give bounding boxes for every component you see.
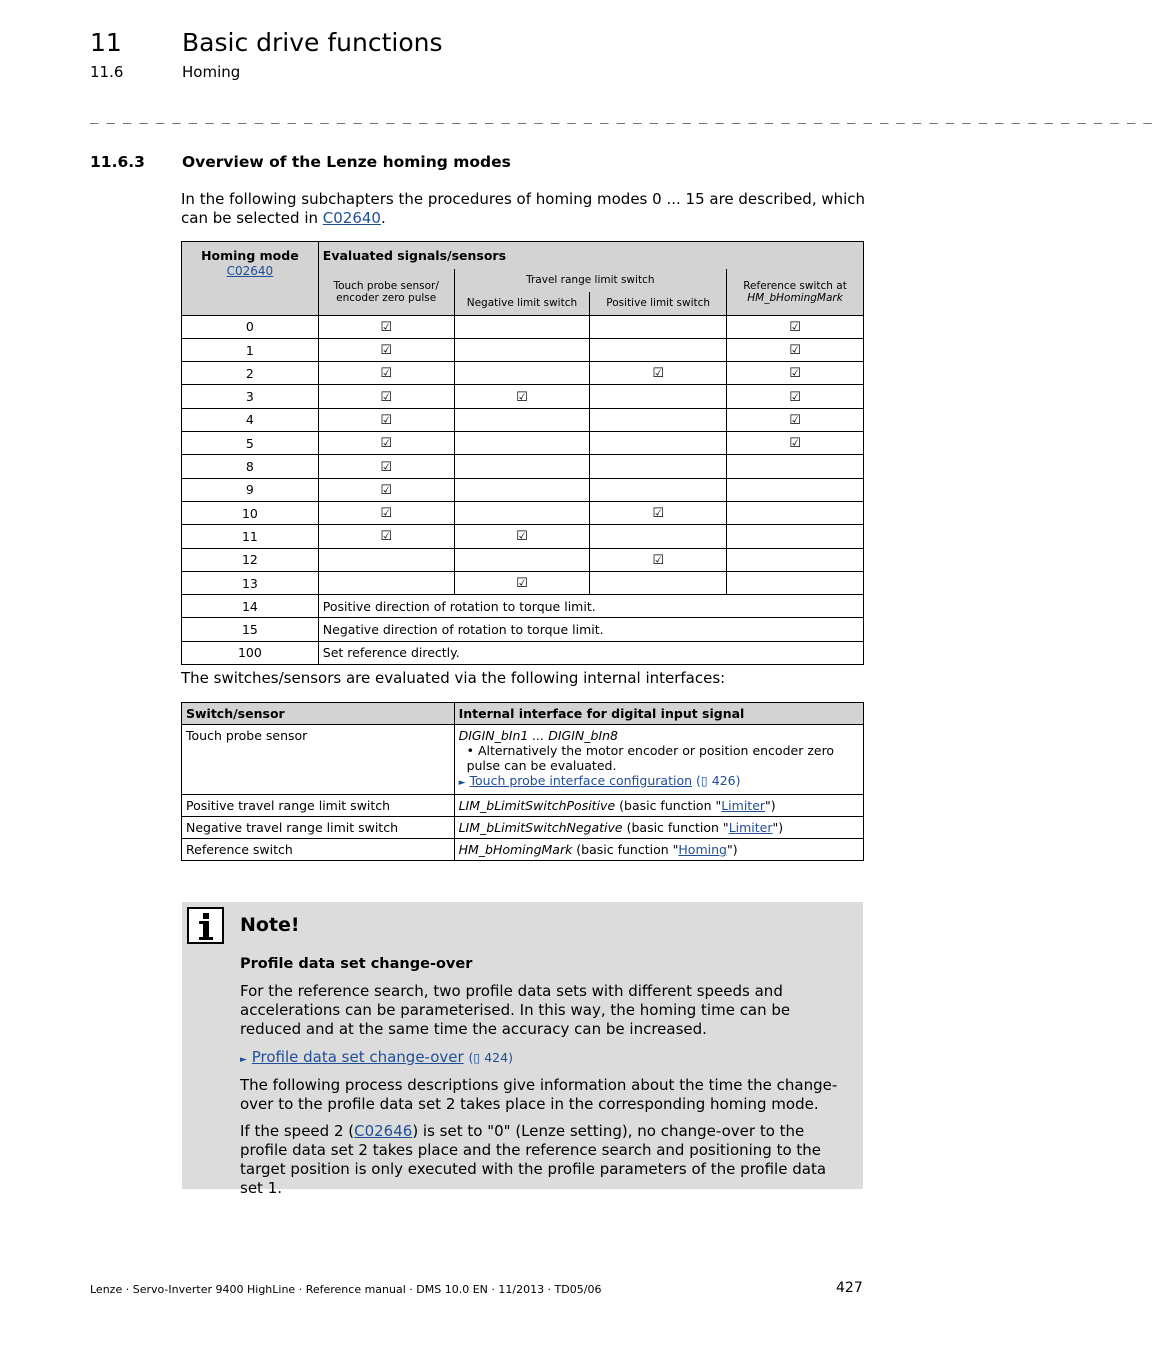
interfaces-intro: The switches/sensors are evaluated via the following internal interfaces: (181, 669, 726, 687)
checkbox-checked-icon: ☑ (789, 436, 801, 452)
signal-cell-ref (727, 478, 864, 501)
modes-table-body (182, 315, 864, 664)
checkbox-checked-icon: ☑ (380, 436, 392, 452)
checkbox-checked-icon: ☑ (380, 482, 392, 498)
mode-description: Negative direction of rotation to torque limit. (318, 618, 863, 641)
checkbox-checked-icon: ☑ (516, 529, 528, 545)
mode-cell: 5 (182, 432, 319, 455)
subsection-title: Overview of the Lenze homing modes (182, 153, 511, 171)
header-positive-limit: Positive limit switch (590, 292, 727, 315)
table-row (182, 641, 864, 664)
homing-link[interactable]: Homing (678, 842, 727, 857)
checkbox-checked-icon: ☑ (789, 343, 801, 359)
table-row (182, 595, 864, 618)
table-row (182, 571, 864, 594)
mode-cell: 12 (182, 548, 319, 571)
signal-cell-touch (318, 455, 454, 478)
signal-cell-neg (454, 385, 590, 408)
header-switch-sensor: Switch/sensor (182, 703, 455, 725)
limiter-link[interactable]: Limiter (728, 820, 773, 835)
mode-cell: 0 (182, 315, 319, 338)
signal-cell-ref (727, 501, 864, 524)
signal-cell-pos (590, 478, 727, 501)
table-row (182, 315, 864, 338)
subsection-number: 11.6.3 (90, 153, 145, 171)
note-paragraph-1: For the reference search, two profile data sets with different speeds and accelerations can be parameterised. In this way, the homing time can be reduced and at the same time the accuracy can be increased. (240, 982, 791, 1038)
page-number: 427 (836, 1280, 863, 1296)
signal-cell-pos (590, 315, 727, 338)
chapter-number: 11 (90, 28, 122, 57)
checkbox-checked-icon: ☑ (380, 319, 392, 335)
checkbox-checked-icon: ☑ (789, 389, 801, 405)
checkbox-checked-icon: ☑ (516, 576, 528, 591)
mode-cell: 100 (182, 641, 319, 664)
signal-cell-pos (590, 362, 727, 385)
table-row: Reference switch HM_bHomingMark (basic function "Homing") (182, 839, 864, 861)
signal-cell-neg (454, 362, 590, 385)
mode-cell: 4 (182, 408, 319, 431)
mode-cell: 13 (182, 571, 319, 594)
note-paragraph-2: The following process descriptions give information about the time the change-over to the profile data set 2 takes place in the corresponding homing mode. (240, 1076, 838, 1113)
table-row (182, 362, 864, 385)
section-title: Homing (182, 63, 241, 81)
signal-cell-pos (590, 501, 727, 524)
signal-cell-neg (454, 315, 590, 338)
dashed-rule: _ _ _ _ _ _ _ _ _ _ _ _ _ _ _ _ _ _ _ _ _ _ _ _ _ _ _ _ _ _ _ _ _ _ _ _ _ _ _ _ _ _ _ _ _ _ _ _ _ _ _ _ _ _ _ _ _ _ _ _ _ _ _ _ _ (90, 108, 1152, 124)
table-row (182, 525, 864, 548)
header-touch-probe: Touch probe sensor/ encoder zero pulse (318, 269, 454, 316)
checkbox-checked-icon: ☑ (652, 366, 665, 382)
signal-cell-neg (454, 548, 590, 571)
mode-cell: 15 (182, 618, 319, 641)
checkbox-checked-icon: ☑ (380, 343, 392, 359)
signal-cell-touch (318, 338, 454, 361)
table-row (182, 432, 864, 455)
table-row (182, 501, 864, 524)
mode-cell: 9 (182, 478, 319, 501)
signal-cell-ref (727, 338, 864, 361)
table-row (182, 618, 864, 641)
signal-cell-pos (590, 525, 727, 548)
signal-cell-touch (318, 408, 454, 431)
signal-cell-pos (590, 408, 727, 431)
signal-cell-touch (318, 315, 454, 338)
signal-cell-touch (318, 362, 454, 385)
note-box (182, 902, 863, 1197)
table-row (182, 478, 864, 501)
arrow-right-icon: ► (458, 778, 466, 788)
profile-data-set-link[interactable]: Profile data set change-over (251, 1048, 464, 1066)
header-homing-mode: Homing mode C02640 (182, 242, 319, 316)
header-c02640-link[interactable]: C02640 (226, 264, 274, 278)
limiter-link[interactable]: Limiter (721, 798, 766, 813)
signal-cell-touch (318, 548, 454, 571)
signal-cell-touch (318, 571, 454, 594)
mode-cell: 11 (182, 525, 319, 548)
header-internal-interface: Internal interface for digital input signal (454, 703, 863, 725)
c02640-link[interactable]: C02640 (322, 209, 381, 227)
signal-cell-neg (454, 478, 590, 501)
checkbox-checked-icon: ☑ (652, 506, 665, 522)
chapter-title: Basic drive functions (182, 28, 443, 57)
header-travel-range: Travel range limit switch (454, 269, 727, 292)
checkbox-checked-icon: ☑ (380, 506, 392, 522)
signal-cell-neg (454, 501, 590, 524)
table-row (182, 725, 864, 795)
note-link-line: ► Profile data set change-over (▯ 424) (240, 1048, 513, 1066)
signal-cell-ref (727, 432, 864, 455)
mode-cell: 3 (182, 385, 319, 408)
checkbox-checked-icon: ☑ (380, 529, 392, 545)
signal-cell-neg (454, 571, 590, 594)
note-subtitle: Profile data set change-over (240, 956, 473, 972)
note-title: Note! (240, 914, 300, 936)
footer-document-info: Lenze · Servo-Inverter 9400 HighLine · Reference manual · DMS 10.0 EN · 11/2013 · TD05/06 (90, 1283, 602, 1296)
mode-cell: 14 (182, 595, 319, 618)
signal-cell-touch (318, 432, 454, 455)
signal-cell-ref (727, 571, 864, 594)
table-row (182, 385, 864, 408)
mode-description: Positive direction of rotation to torque limit. (318, 595, 863, 618)
signal-cell-pos (590, 385, 727, 408)
touch-probe-config-link[interactable]: Touch probe interface configuration (469, 773, 693, 788)
c02646-link[interactable]: C02646 (354, 1122, 413, 1140)
table-row (182, 548, 864, 571)
checkbox-checked-icon: ☑ (789, 366, 801, 382)
signal-cell-neg (454, 432, 590, 455)
signal-cell-touch (318, 501, 454, 524)
signal-cell-pos (590, 455, 727, 478)
signal-cell-ref (727, 315, 864, 338)
intro-paragraph: In the following subchapters the procedures of homing modes 0 ... 15 are described, which can be selected in C02640. (181, 190, 866, 227)
signal-cell-touch (318, 525, 454, 548)
checkbox-checked-icon: ☑ (380, 389, 392, 405)
signal-cell-neg (454, 525, 590, 548)
signal-cell-ref (727, 455, 864, 478)
table-row: Negative travel range limit switch LIM_bLimitSwitchNegative (basic function "Limiter") (182, 817, 864, 839)
interfaces-table (181, 702, 864, 861)
arrow-right-icon: ► (240, 1055, 247, 1065)
checkbox-checked-icon: ☑ (789, 319, 801, 335)
book-icon: ▯ (700, 773, 708, 788)
header-negative-limit: Negative limit switch (454, 292, 590, 315)
signal-cell-touch (318, 385, 454, 408)
signal-cell-neg (454, 338, 590, 361)
cell-touch-probe: Touch probe sensor (182, 725, 455, 795)
mode-cell: 1 (182, 338, 319, 361)
signal-cell-ref (727, 408, 864, 431)
table-row (182, 455, 864, 478)
signal-cell-pos (590, 432, 727, 455)
table-row (182, 338, 864, 361)
note-paragraph-3: If the speed 2 (C02646) is set to "0" (Lenze setting), no change-over to the profile data set 2 takes place and the reference search and positioning to the target position is only executed with the profile parameters of the profile data set 1. (240, 1122, 827, 1197)
signal-cell-touch (318, 478, 454, 501)
signal-cell-ref (727, 385, 864, 408)
mode-cell: 10 (182, 501, 319, 524)
signal-cell-ref (727, 362, 864, 385)
info-icon (187, 907, 224, 944)
signal-cell-pos (590, 571, 727, 594)
mode-description: Set reference directly. (318, 641, 863, 664)
checkbox-checked-icon: ☑ (652, 552, 665, 568)
checkbox-checked-icon: ☑ (516, 389, 528, 405)
mode-cell: 2 (182, 362, 319, 385)
signal-cell-ref (727, 525, 864, 548)
table-row: Positive travel range limit switch LIM_bLimitSwitchPositive (basic function "Limiter") (182, 795, 864, 817)
cell-touch-probe-interface: DIGIN_bIn1 ... DIGIN_bIn8 • Alternatively the motor encoder or position encoder zero pulse can be evaluated. ► Touch probe interface configuration (▯ 426) (454, 725, 863, 795)
checkbox-checked-icon: ☑ (380, 366, 392, 382)
header-reference-switch: Reference switch at HM_bHomingMark (727, 269, 864, 316)
homing-modes-table (181, 241, 864, 665)
checkbox-checked-icon: ☑ (380, 459, 392, 475)
signal-cell-neg (454, 455, 590, 478)
signal-cell-pos (590, 338, 727, 361)
signal-cell-ref (727, 548, 864, 571)
signal-cell-neg (454, 408, 590, 431)
signal-cell-pos (590, 548, 727, 571)
checkbox-checked-icon: ☑ (380, 412, 392, 428)
bullet-encoder-zero-pulse: • Alternatively the motor encoder or position encoder zero pulse can be evaluated. (467, 743, 859, 773)
mode-cell: 8 (182, 455, 319, 478)
header-evaluated-signals: Evaluated signals/sensors (318, 242, 863, 269)
section-number: 11.6 (90, 63, 124, 81)
table-row (182, 408, 864, 431)
checkbox-checked-icon: ☑ (789, 412, 801, 428)
